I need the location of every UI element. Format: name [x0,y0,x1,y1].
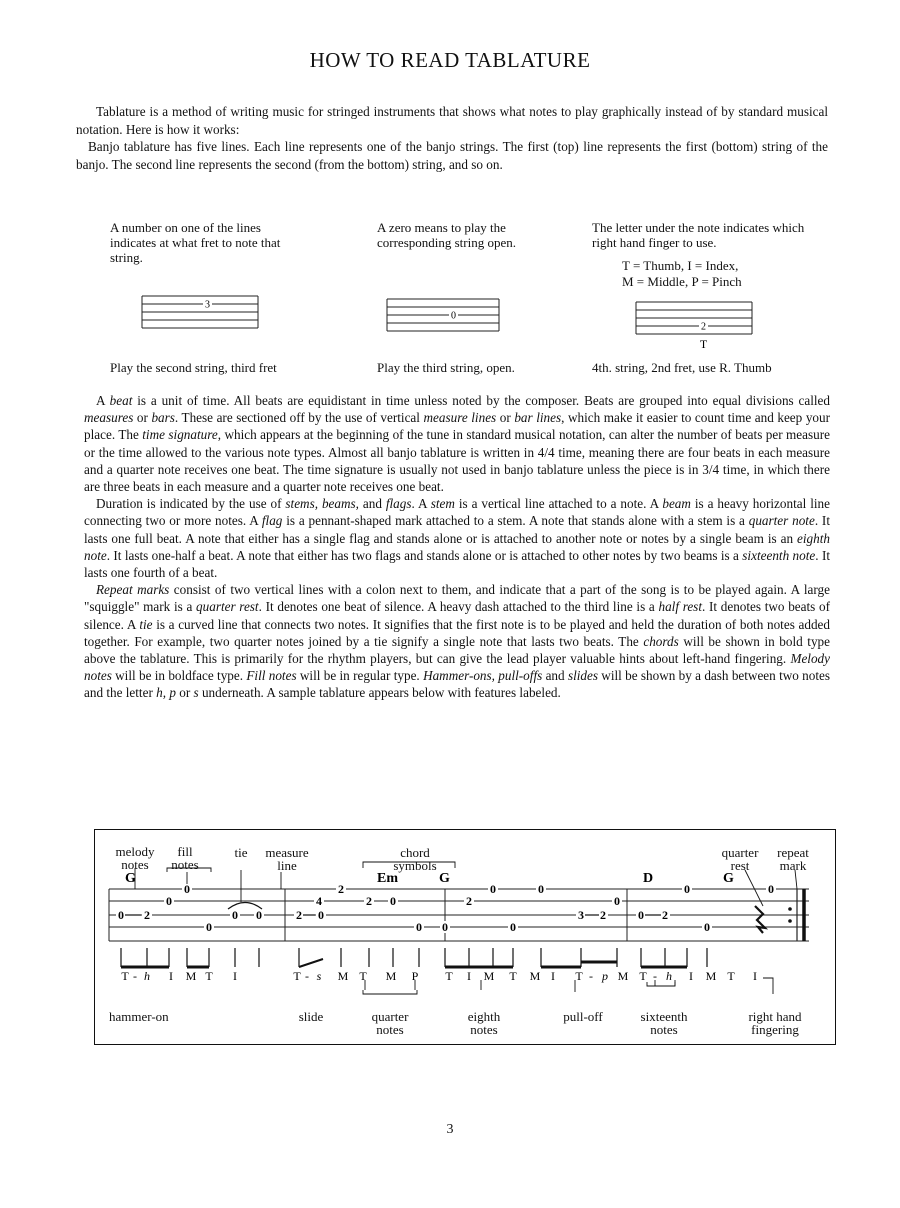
fingering-letter: h [666,969,672,983]
tab-note: 2 [466,894,472,908]
text-run: Duration is indicated by the use of [96,496,286,512]
fingering-letter: I [169,969,173,983]
body-paragraph-beats [84,392,830,495]
tab-note: 0 [704,920,710,934]
text-run: A [96,393,110,408]
text-run: underneath. A sample tablature appears below with features labeled. [198,685,561,701]
fingering-letter: I [467,969,471,983]
tab-note: 0 [510,920,516,934]
text-run: . It lasts one full beat. A note that either has a single flag and stands alone or is attached to another note or notes by a single beam is an [84,513,830,546]
text-run: consist of two vertical lines with a colon next to them, and indicate that a part of the song is to be played again. A large "squiggle" mark is a [84,582,830,615]
label-hammer-on: hammer-on [109,1009,169,1024]
repeat-dot-lower [788,919,792,923]
label-right-hand-fingering: right hand fingering [748,1009,802,1037]
example-3-caption: The letter under the note indicates which right hand finger to use. [592,220,805,250]
example-fingering [592,220,822,380]
label-eighth-notes: eighth notes [467,1009,501,1037]
text-run: is a curved line that connects two notes. It signifies that the first note is to be played and held the duration of both notes added together. For example, two quarter notes joined by a tie signify a single note that lasts two beats. The [84,616,830,649]
tab-note: 0 [318,908,324,922]
fingering-letter: T [445,969,453,983]
fingering-letter: M [529,969,541,983]
body-paragraph-repeat-marks [84,581,830,701]
example-3-fret: 2 [701,321,706,333]
finger-legend [622,258,742,290]
fingering-letter: T [509,969,517,983]
tab-note: 2 [144,908,150,922]
tab-note: 3 [578,908,584,922]
chord-symbol: G [439,871,450,886]
label-fill-notes: fill notes [171,844,199,872]
term: bar lines [514,410,562,426]
term: beam [662,496,691,512]
text-run: . It denotes one beat of silence. A heavy dash attached to the third line is a [258,599,659,615]
tab-note: 0 [490,882,496,896]
fingering-letter: - [133,969,137,983]
tab-note: 0 [206,920,212,934]
text-run: . These are sectioned off by the use of vertical [174,410,424,426]
text-run: . It lasts one-half a beat. A note that either has two flags and stands alone or is attached to other notes by two beams is a [106,547,743,563]
example-2-tab-staff [385,293,501,339]
text-run: is a vertical line attached to a note. A [454,496,663,512]
fingering-letter: M [617,969,629,983]
label-slide: slide [298,1009,324,1024]
text-run: , which make it easier to count time and keep your place. The [84,410,830,443]
term: sixteenth note [742,547,816,563]
term: quarter rest [196,599,259,615]
text-run: and [358,496,386,512]
example-2-result: Play the third string, open. [377,360,515,375]
term: s [193,685,199,701]
sample-tablature [94,829,836,1045]
text-run: or [133,410,152,426]
text-run: . It lasts one fourth of a beat. [84,547,831,581]
fingering-letter: P [411,969,419,983]
example-3-finger: T [699,337,708,351]
chord-symbol: D [643,871,654,886]
label-sixteenth-notes: sixteenth notes [640,1009,688,1037]
chord-symbol: G [723,871,734,886]
label-repeat-mark: repeat mark [777,845,809,873]
tab-note: 0 [684,882,690,896]
text-run: will be shown in bold type above the tablature. This is primarily for the rhythm players, but can give the lead player valuable hints about left-hand fingering. [84,633,830,667]
text-run: or [175,685,194,701]
tab-note: 2 [662,908,668,922]
fingering-letter: T [293,969,301,983]
example-2-caption: A zero means to play the corresponding string open. [377,220,517,250]
body-paragraph-duration [84,495,830,581]
tab-note: 0 [166,894,172,908]
text-run: or [496,410,515,426]
term: Melody notes [84,651,830,684]
term: beat [109,393,133,408]
chord-symbol: Em [377,871,398,886]
fingering-letter: T [727,969,735,983]
text-run: , which appears at the beginning of the tune in standard musical notation, can alter the number of beats per measure or the time allowed to the various note types. Almost all banjo tablature is written in 4/4 time, meaning there are four beats in each measure and a quarter note receives one beat. The time signature is usually not used in banjo tablature unless the piece is in 3/4 time, in which there are three beats in each measure and a quarter note receives one beat. [84,427,830,495]
term: Fill notes [246,668,297,684]
tab-note: 0 [538,882,544,896]
term: measures [84,410,134,426]
fingering-letter: M [483,969,495,983]
example-fret-number [110,220,330,380]
term: Repeat marks [96,582,170,598]
text-run: . It denotes two beats of silence. A [84,599,831,632]
tab-note: 4 [316,894,322,908]
example-3-tab-staff [634,296,754,352]
fingering-letter: - [589,969,593,983]
label-melody-notes: melody notes [115,844,155,872]
term: stems, beams, [285,496,359,512]
tab-note: 0 [390,894,396,908]
text-run: will be in boldface type. [111,668,247,684]
term: half rest [658,599,702,615]
term: measure lines [423,410,497,426]
fingering-letter: M [705,969,717,983]
finger-legend-line-2: M = Middle, P = Pinch [622,274,742,289]
term: stem [430,496,455,512]
tab-note: 2 [296,908,302,922]
tab-note: 0 [768,882,774,896]
text-run: is a pennant-shaped mark attached to a stem. A note that stands alone with a stem is a [282,513,749,529]
fingering-pointer [763,978,773,994]
tab-note: 0 [614,894,620,908]
note-flag [299,959,323,967]
tab-note: 0 [256,908,262,922]
tab-note: 0 [118,908,124,922]
text-run: is a heavy horizontal line connecting two or more notes. A [84,496,830,529]
example-1-caption: A number on one of the lines indicates at what fret to note that string. [110,220,281,265]
term: chords [643,633,679,649]
body-text [84,392,830,702]
example-1-tab-staff [140,290,260,336]
fingering-letter: T [575,969,583,983]
term: h, p [156,685,176,701]
fingering-letter: - [305,969,309,983]
example-1-result: Play the second string, third fret [110,360,277,375]
page-number: 3 [446,1122,454,1137]
term: quarter note [748,513,815,529]
fingering-letter: I [689,969,693,983]
fingering-letter: M [337,969,349,983]
term: bars [151,410,175,426]
label-quarter-rest: quarter rest [721,845,759,873]
term: slides [567,668,598,684]
term: tie [139,616,153,632]
label-measure-line: measure line [265,845,309,873]
fingering-letter: - [653,969,657,983]
repeat-dot-upper [788,907,792,911]
tab-note: 0 [416,920,422,934]
finger-legend-line-1: T = Thumb, I = Index, [622,258,739,273]
term: flags [385,496,412,512]
quarter-rest-mark [755,906,765,933]
fingering-letter: I [753,969,757,983]
label-chord-symbols: chord symbols [393,845,437,873]
term: time signature [142,427,218,443]
tab-note: 2 [600,908,606,922]
example-2-fret: 0 [451,310,456,322]
label-tie: tie [234,845,248,860]
tab-note: 2 [366,894,372,908]
text-run: and [542,668,568,684]
term: flag [261,513,283,529]
tab-note: 0 [638,908,644,922]
tab-note: 0 [232,908,238,922]
text-run: . A [411,496,431,512]
text-run: is a unit of time. All beats are equidistant in time unless noted by the composer. Beats are grouped into equal divisions called [132,393,831,408]
intro-text [76,103,828,173]
example-1-fret: 3 [205,299,210,311]
label-quarter-notes: quarter notes [371,1009,409,1037]
text-run: will be shown by a dash between two notes and the letter [84,668,831,701]
term: eighth note [84,530,830,563]
fingering-letter: I [233,969,237,983]
fingering-letter: p [602,969,608,983]
quarter-notes-bracket [363,990,417,994]
chord-symbol: G [125,871,136,886]
fingering-letter: I [551,969,555,983]
intro-paragraph-2: Banjo tablature has five lines. Each line represents one of the banjo strings. The first (top) line represents the first (bottom) string of the banjo. The second line represents the second (from the bottom) string, and so on. [76,139,828,172]
fingering-letter: M [185,969,197,983]
text-run: will be in regular type. [296,668,424,684]
example-3-result: 4th. string, 2nd fret, use R. Thumb [592,360,772,375]
fingering-letter: M [385,969,397,983]
intro-paragraph-1: Tablature is a method of writing music for stringed instruments that shows what notes to play graphically instead of by standard musical notation. Here is how it works: [76,104,828,137]
term: Hammer-ons, pull-offs [423,668,543,684]
fingering-letter: h [144,969,150,983]
example-open-string [377,220,577,380]
fingering-letter: T [359,969,367,983]
fingering-letter: s [316,969,322,983]
tab-note: 0 [442,920,448,934]
tab-note: 0 [184,882,190,896]
fingering-letter: T [639,969,647,983]
fingering-letter: T [121,969,129,983]
tab-note: 2 [338,882,344,896]
fingering-letter: T [205,969,213,983]
label-pull-off: pull-off [563,1009,603,1024]
page-title: HOW TO READ TABLATURE [309,48,591,72]
